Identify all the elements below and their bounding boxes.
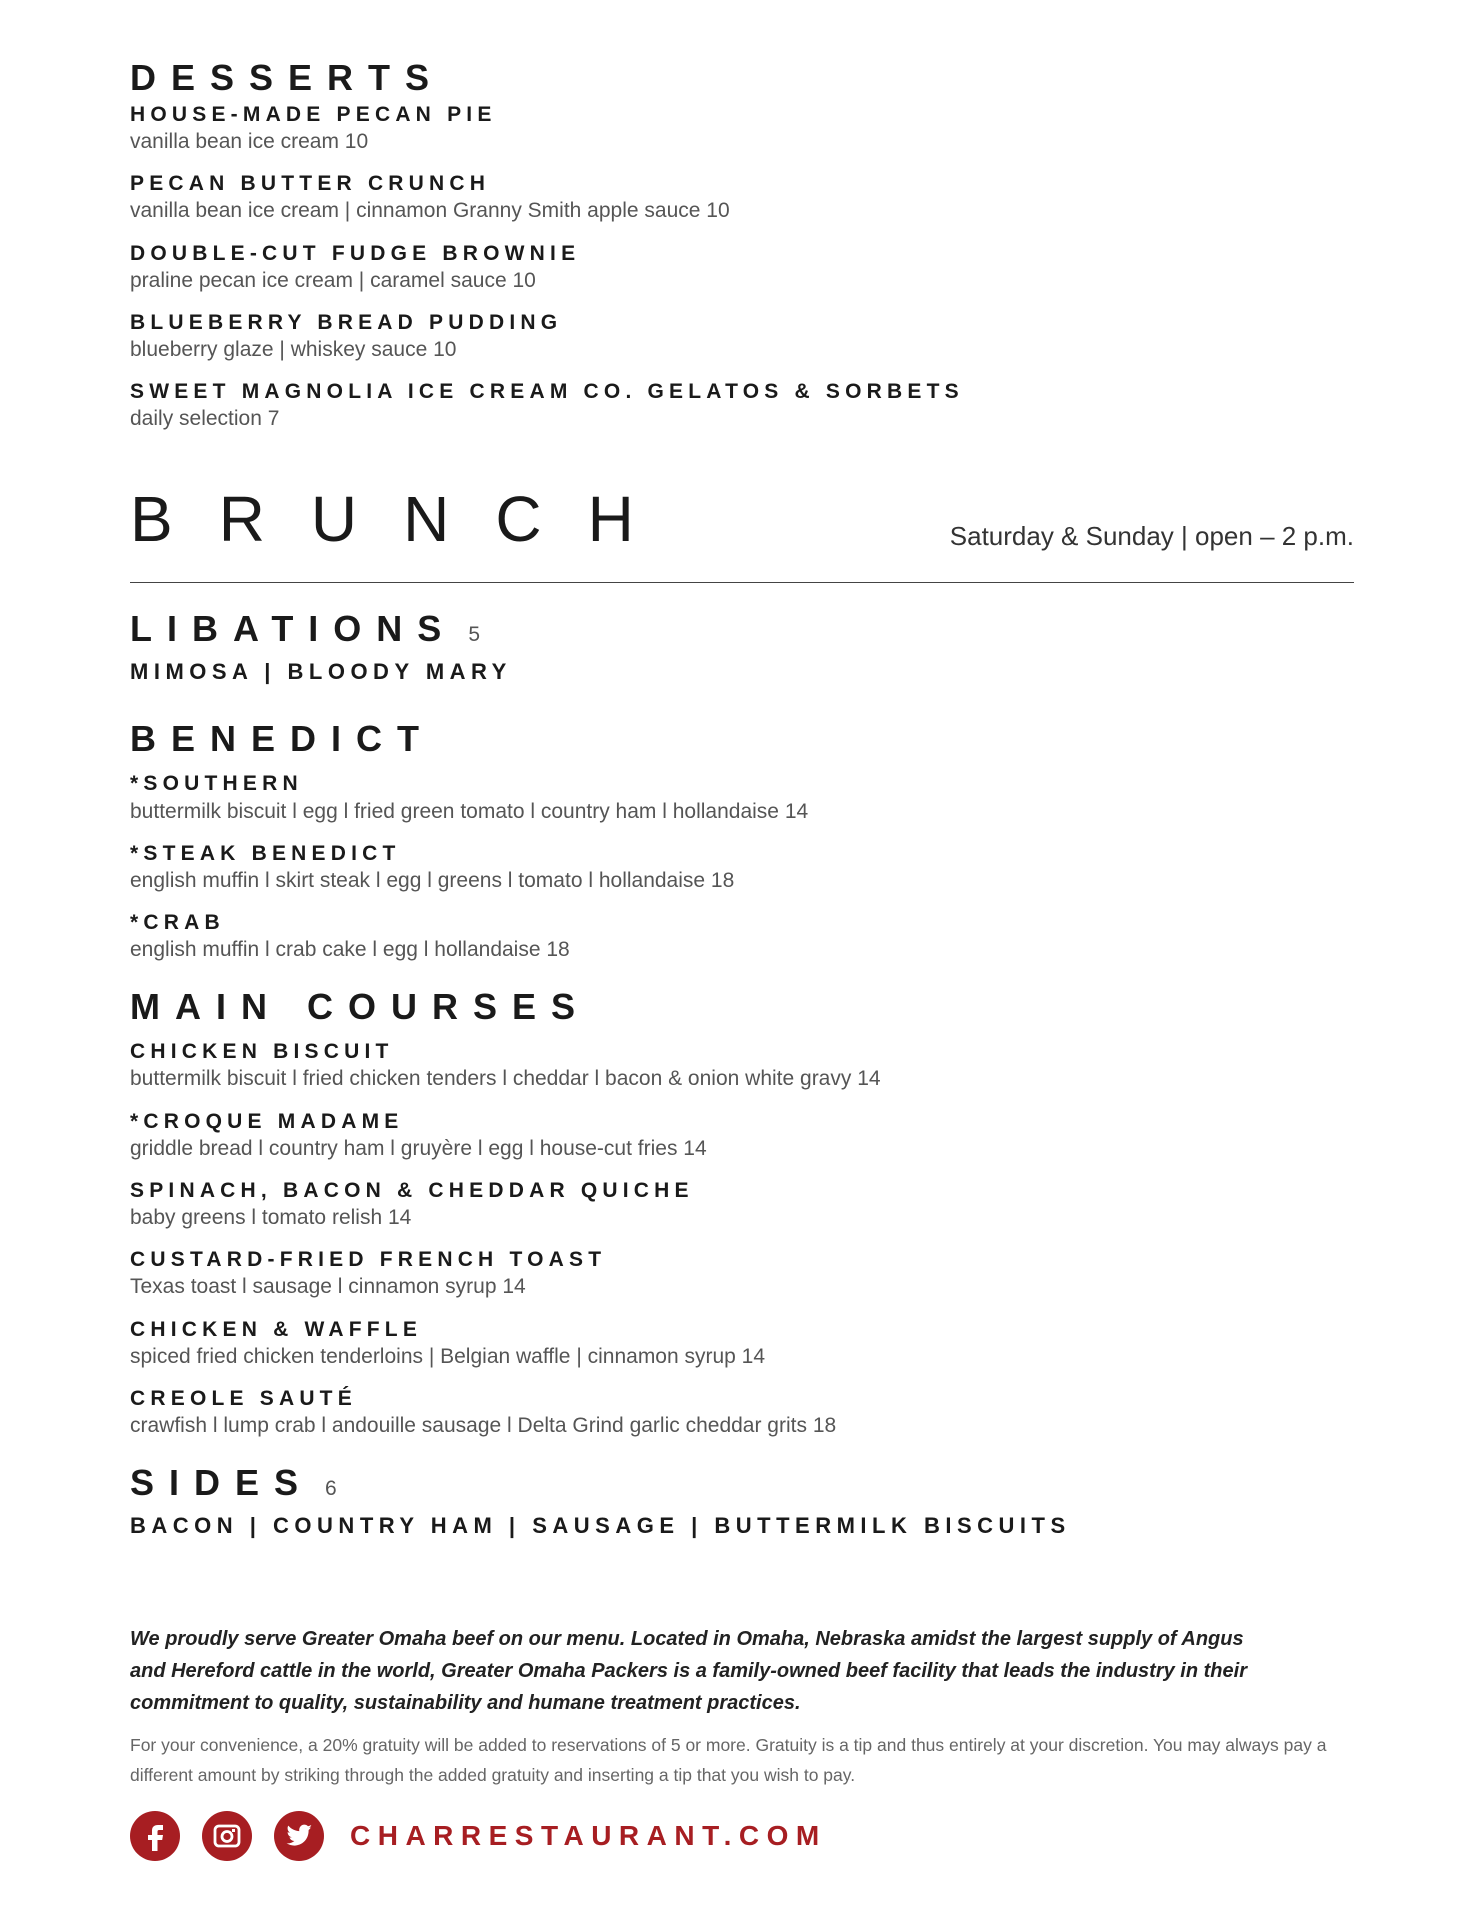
item-desc: english muffin l skirt steak l egg l greens l tomato l hollandaise 18 <box>130 868 735 892</box>
menu-item <box>130 1180 1354 1231</box>
item-name: CREOLE SAUTÉ <box>130 1386 357 1410</box>
item-desc: crawfish l lump crab l andouille sausage l Delta Grind garlic cheddar grits 18 <box>130 1413 837 1437</box>
item-desc: buttermilk biscuit l egg l fried green tomato l country ham l hollandaise 14 <box>130 799 809 823</box>
desserts-title: DESSERTS <box>130 57 445 98</box>
item-desc: praline pecan ice cream | caramel sauce 10 <box>130 268 536 292</box>
item-desc: blueberry glaze | whiskey sauce 10 <box>130 337 457 361</box>
item-name: DOUBLE-CUT FUDGE BROWNIE <box>130 241 581 265</box>
item-desc: vanilla bean ice cream | cinnamon Granny Smith apple sauce 10 <box>130 199 730 223</box>
benedict-section <box>130 718 1354 963</box>
menu-item <box>130 1319 1354 1370</box>
item-name: PECAN BUTTER CRUNCH <box>130 172 491 196</box>
item-desc: vanilla bean ice cream 10 <box>130 130 369 154</box>
menu-item <box>130 1041 1354 1092</box>
twitter-icon[interactable] <box>274 1811 324 1861</box>
gratuity-note: For your convenience, a 20% gratuity will be added to reservations of 5 or more. Gratuity is a tip and thus entirely at your discretion. You may always pay a different amount by striking through the added gratuity and inserting a tip that you wish to pay. <box>130 1735 1327 1785</box>
menu-item <box>130 312 1354 363</box>
item-name: SPINACH, BACON & CHEDDAR QUICHE <box>130 1178 694 1202</box>
brunch-header <box>130 483 1354 583</box>
main-courses-section <box>130 986 1354 1439</box>
sides-price: 6 <box>325 1477 337 1501</box>
libations-title-text: LIBATIONS <box>130 608 457 650</box>
item-name: *SOUTHERN <box>130 772 303 796</box>
brunch-title: BRUNCH <box>130 483 680 556</box>
sides-title-text: SIDES <box>130 1462 314 1504</box>
menu-item <box>130 173 1354 224</box>
menu-item <box>130 243 1354 294</box>
menu-item <box>130 1249 1354 1300</box>
item-name: HOUSE-MADE PECAN PIE <box>130 103 497 126</box>
item-desc: buttermilk biscuit l fried chicken tenders l cheddar l bacon & onion white gravy 14 <box>130 1067 881 1091</box>
beef-note: We proudly serve Greater Omaha beef on our menu. Located in Omaha, Nebraska amidst the largest supply of Angus and Hereford cattle in the world, Greater Omaha Packers is a family-owned beef facility that leads the industry in their commitment to quality, sustainability and humane treatment practices. <box>130 1628 1247 1715</box>
menu-item <box>130 1111 1354 1162</box>
menu-page <box>130 57 1354 1861</box>
sides-title <box>130 1462 1354 1504</box>
item-name: *CRAB <box>130 911 225 935</box>
libations-list: MIMOSA | BLOODY MARY <box>130 659 512 685</box>
menu-item <box>130 104 1354 155</box>
item-desc: daily selection 7 <box>130 407 280 431</box>
item-desc: english muffin l crab cake l egg l hollandaise 18 <box>130 938 570 962</box>
item-name: SWEET MAGNOLIA ICE CREAM CO. GELATOS & SORBETS <box>130 380 964 404</box>
sides-section <box>130 1462 1354 1539</box>
item-desc: spiced fried chicken tenderloins | Belgian waffle | cinnamon syrup 14 <box>130 1344 766 1368</box>
item-name: CUSTARD-FRIED FRENCH TOAST <box>130 1248 607 1272</box>
item-name: *CROQUE MADAME <box>130 1109 404 1133</box>
menu-item <box>130 843 1354 894</box>
menu-item <box>130 1388 1354 1439</box>
item-name: CHICKEN & WAFFLE <box>130 1317 423 1341</box>
item-desc: Texas toast l sausage l cinnamon syrup 14 <box>130 1275 526 1299</box>
menu-item <box>130 912 1354 963</box>
libations-title <box>130 608 1354 650</box>
sides-list: BACON | COUNTRY HAM | SAUSAGE | BUTTERMILK BISCUITS <box>130 1513 1071 1539</box>
item-desc: baby greens l tomato relish 14 <box>130 1206 412 1230</box>
item-desc: griddle bread l country ham l gruyère l egg l house-cut fries 14 <box>130 1136 707 1160</box>
item-name: BLUEBERRY BREAD PUDDING <box>130 310 563 334</box>
social-bar <box>130 1811 1354 1861</box>
menu-item <box>130 773 1354 824</box>
benedict-title: BENEDICT <box>130 718 435 760</box>
brunch-hours: Saturday & Sunday | open – 2 p.m. <box>949 521 1354 552</box>
libations-price: 5 <box>468 623 481 647</box>
menu-item <box>130 381 1354 432</box>
instagram-icon[interactable] <box>202 1811 252 1861</box>
libations-section <box>130 608 1354 685</box>
item-name: CHICKEN BISCUIT <box>130 1040 394 1064</box>
main-courses-title: MAIN COURSES <box>130 986 591 1028</box>
facebook-icon[interactable] <box>130 1811 180 1861</box>
desserts-section <box>130 57 1354 432</box>
website-link[interactable]: CHARRESTAURANT.COM <box>350 1819 827 1851</box>
item-name: *STEAK BENEDICT <box>130 841 401 865</box>
